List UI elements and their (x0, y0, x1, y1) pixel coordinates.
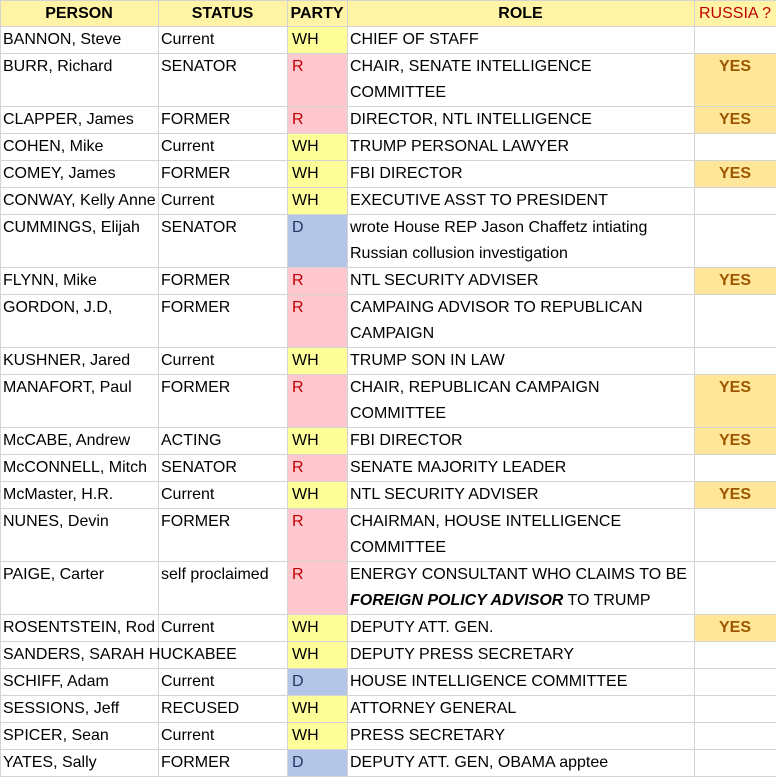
cell-status[interactable]: FORMER (159, 375, 288, 428)
table-row (1, 615, 776, 642)
cell-party[interactable]: R (288, 268, 348, 295)
cell-role[interactable]: SENATE MAJORITY LEADER (348, 455, 695, 482)
cell-russia[interactable] (695, 696, 776, 723)
cell-role[interactable]: FBI DIRECTOR (348, 428, 695, 455)
table-row (1, 562, 776, 615)
cell-person[interactable]: NUNES, Devin (1, 509, 159, 562)
cell-person[interactable]: SESSIONS, Jeff (1, 696, 159, 723)
cell-person[interactable]: COMEY, James (1, 161, 159, 188)
cell-status[interactable]: FORMER (159, 295, 288, 348)
cell-party[interactable]: WH (288, 642, 348, 669)
cell-person[interactable]: CONWAY, Kelly Anne (1, 188, 159, 215)
cell-role[interactable]: CHIEF OF STAFF (348, 27, 695, 54)
cell-party[interactable]: R (288, 107, 348, 134)
cell-status[interactable]: Current (159, 615, 288, 642)
cell-role[interactable]: CHAIRMAN, HOUSE INTELLIGENCE COMMITTEE (348, 509, 695, 562)
cell-status[interactable]: Current (159, 669, 288, 696)
cell-russia[interactable] (695, 750, 776, 777)
role-text-tail: TO TRUMP (563, 592, 650, 609)
table-row (1, 669, 776, 696)
cell-russia[interactable] (695, 295, 776, 348)
cell-russia[interactable] (695, 455, 776, 482)
cell-party[interactable]: D (288, 215, 348, 268)
cell-party[interactable]: R (288, 54, 348, 107)
cell-person[interactable]: KUSHNER, Jared (1, 348, 159, 375)
cell-person[interactable]: McMaster, H.R. (1, 482, 159, 509)
cell-person[interactable]: GORDON, J.D, (1, 295, 159, 348)
cell-russia[interactable] (695, 348, 776, 375)
cell-status[interactable]: FORMER (159, 161, 288, 188)
cell-person[interactable]: BANNON, Steve (1, 27, 159, 54)
cell-party[interactable]: WH (288, 188, 348, 215)
cell-person[interactable]: CUMMINGS, Elijah (1, 215, 159, 268)
table-row (1, 134, 776, 161)
cell-role[interactable]: EXECUTIVE ASST TO PRESIDENT (348, 188, 695, 215)
cell-status[interactable]: Current (159, 188, 288, 215)
cell-status[interactable]: FORMER (159, 750, 288, 777)
cell-party[interactable]: R (288, 562, 348, 615)
cell-status[interactable]: RECUSED (159, 696, 288, 723)
cell-status[interactable]: FORMER (159, 268, 288, 295)
cell-role[interactable]: PRESS SECRETARY (348, 723, 695, 750)
cell-russia[interactable] (695, 27, 776, 54)
cell-party[interactable]: WH (288, 348, 348, 375)
cell-person[interactable]: SPICER, Sean (1, 723, 159, 750)
role-text: ENERGY CONSULTANT WHO CLAIMS TO BE (350, 566, 687, 583)
table-row (1, 215, 776, 268)
cell-person[interactable]: SCHIFF, Adam (1, 669, 159, 696)
cell-party[interactable]: WH (288, 428, 348, 455)
cell-party[interactable]: WH (288, 696, 348, 723)
table-row (1, 268, 776, 295)
cell-person[interactable]: MANAFORT, Paul (1, 375, 159, 428)
cell-role[interactable]: DEPUTY ATT. GEN, OBAMA apptee (348, 750, 695, 777)
table-row (1, 54, 776, 107)
cell-russia[interactable]: YES (695, 375, 776, 428)
cell-party[interactable]: WH (288, 615, 348, 642)
cell-party[interactable]: WH (288, 482, 348, 509)
cell-role[interactable]: CHAIR, REPUBLICAN CAMPAIGN COMMITTEE (348, 375, 695, 428)
cell-russia[interactable]: YES (695, 268, 776, 295)
cell-role[interactable]: HOUSE INTELLIGENCE COMMITTEE (348, 669, 695, 696)
header-person[interactable]: PERSON (1, 1, 159, 27)
cell-role[interactable]: CHAIR, SENATE INTELLIGENCE COMMITTEE (348, 54, 695, 107)
cell-russia[interactable] (695, 669, 776, 696)
table-row (1, 696, 776, 723)
cell-role[interactable]: DEPUTY PRESS SECRETARY (348, 642, 695, 669)
table-row (1, 375, 776, 428)
cell-status[interactable]: Current (159, 134, 288, 161)
header-party[interactable]: PARTY (288, 1, 348, 27)
cell-person[interactable]: YATES, Sally (1, 750, 159, 777)
table-row (1, 107, 776, 134)
table-row (1, 161, 776, 188)
cell-role[interactable] (348, 562, 695, 615)
cell-status[interactable]: SENATOR (159, 54, 288, 107)
cell-party[interactable]: D (288, 750, 348, 777)
cell-person[interactable]: ROSENTSTEIN, Rod (1, 615, 159, 642)
role-emphasis: FOREIGN POLICY ADVISOR (350, 592, 563, 609)
cell-status[interactable]: ACTING (159, 428, 288, 455)
table-row (1, 27, 776, 54)
table-row (1, 723, 776, 750)
cell-status[interactable]: Current (159, 27, 288, 54)
cell-russia[interactable] (695, 134, 776, 161)
cell-status[interactable]: self proclaimed (159, 562, 288, 615)
cell-russia[interactable]: YES (695, 482, 776, 509)
cell-role[interactable]: DEPUTY ATT. GEN. (348, 615, 695, 642)
table-row (1, 482, 776, 509)
table-row (1, 348, 776, 375)
table-row (1, 642, 776, 669)
cell-party[interactable]: R (288, 455, 348, 482)
table-row (1, 509, 776, 562)
cell-person[interactable]: McCABE, Andrew (1, 428, 159, 455)
cell-role[interactable]: DIRECTOR, NTL INTELLIGENCE (348, 107, 695, 134)
cell-person[interactable]: COHEN, Mike (1, 134, 159, 161)
cell-russia[interactable] (695, 509, 776, 562)
cell-party[interactable]: WH (288, 134, 348, 161)
cell-russia[interactable]: YES (695, 428, 776, 455)
cell-person[interactable]: PAIGE, Carter (1, 562, 159, 615)
table-row (1, 455, 776, 482)
cell-russia[interactable] (695, 642, 776, 669)
table-row (1, 428, 776, 455)
cell-status[interactable]: Current (159, 348, 288, 375)
cell-person[interactable]: CLAPPER, James (1, 107, 159, 134)
table-row (1, 295, 776, 348)
cell-party[interactable]: R (288, 295, 348, 348)
cell-party[interactable]: WH (288, 723, 348, 750)
table-row (1, 750, 776, 777)
header-row (1, 1, 776, 27)
cell-status[interactable]: SENATOR (159, 215, 288, 268)
cell-role[interactable]: TRUMP PERSONAL LAWYER (348, 134, 695, 161)
cell-role[interactable]: TRUMP SON IN LAW (348, 348, 695, 375)
cell-russia[interactable] (695, 215, 776, 268)
cell-person[interactable]: BURR, Richard (1, 54, 159, 107)
cell-person[interactable]: McCONNELL, Mitch (1, 455, 159, 482)
cell-status[interactable]: Current (159, 482, 288, 509)
cell-party[interactable]: D (288, 669, 348, 696)
header-status[interactable]: STATUS (159, 1, 288, 27)
cell-party[interactable]: WH (288, 27, 348, 54)
header-russia[interactable]: RUSSIA ? (695, 1, 776, 27)
cell-russia[interactable]: YES (695, 107, 776, 134)
cell-status[interactable]: Current (159, 723, 288, 750)
cell-russia[interactable] (695, 188, 776, 215)
header-role[interactable]: ROLE (348, 1, 695, 27)
table-body (1, 27, 776, 777)
cell-person[interactable]: SANDERS, SARAH HUCKABEE (1, 642, 159, 669)
cell-role[interactable]: CAMPAING ADVISOR TO REPUBLICAN CAMPAIGN (348, 295, 695, 348)
cell-role[interactable]: NTL SECURITY ADVISER (348, 482, 695, 509)
cell-status[interactable]: SENATOR (159, 455, 288, 482)
cell-role[interactable]: ATTORNEY GENERAL (348, 696, 695, 723)
cell-russia[interactable] (695, 723, 776, 750)
cell-party[interactable]: R (288, 509, 348, 562)
cell-party[interactable]: R (288, 375, 348, 428)
cell-russia[interactable] (695, 562, 776, 615)
cell-person[interactable]: FLYNN, Mike (1, 268, 159, 295)
cell-role[interactable]: FBI DIRECTOR (348, 161, 695, 188)
cell-role[interactable]: NTL SECURITY ADVISER (348, 268, 695, 295)
table-row (1, 188, 776, 215)
cell-party[interactable]: WH (288, 161, 348, 188)
cell-status[interactable]: FORMER (159, 107, 288, 134)
cell-russia[interactable]: YES (695, 161, 776, 188)
cell-status[interactable]: FORMER (159, 509, 288, 562)
cell-role[interactable]: wrote House REP Jason Chaffetz intiating Russian collusion investigation (348, 215, 695, 268)
cell-russia[interactable]: YES (695, 615, 776, 642)
cell-russia[interactable]: YES (695, 54, 776, 107)
